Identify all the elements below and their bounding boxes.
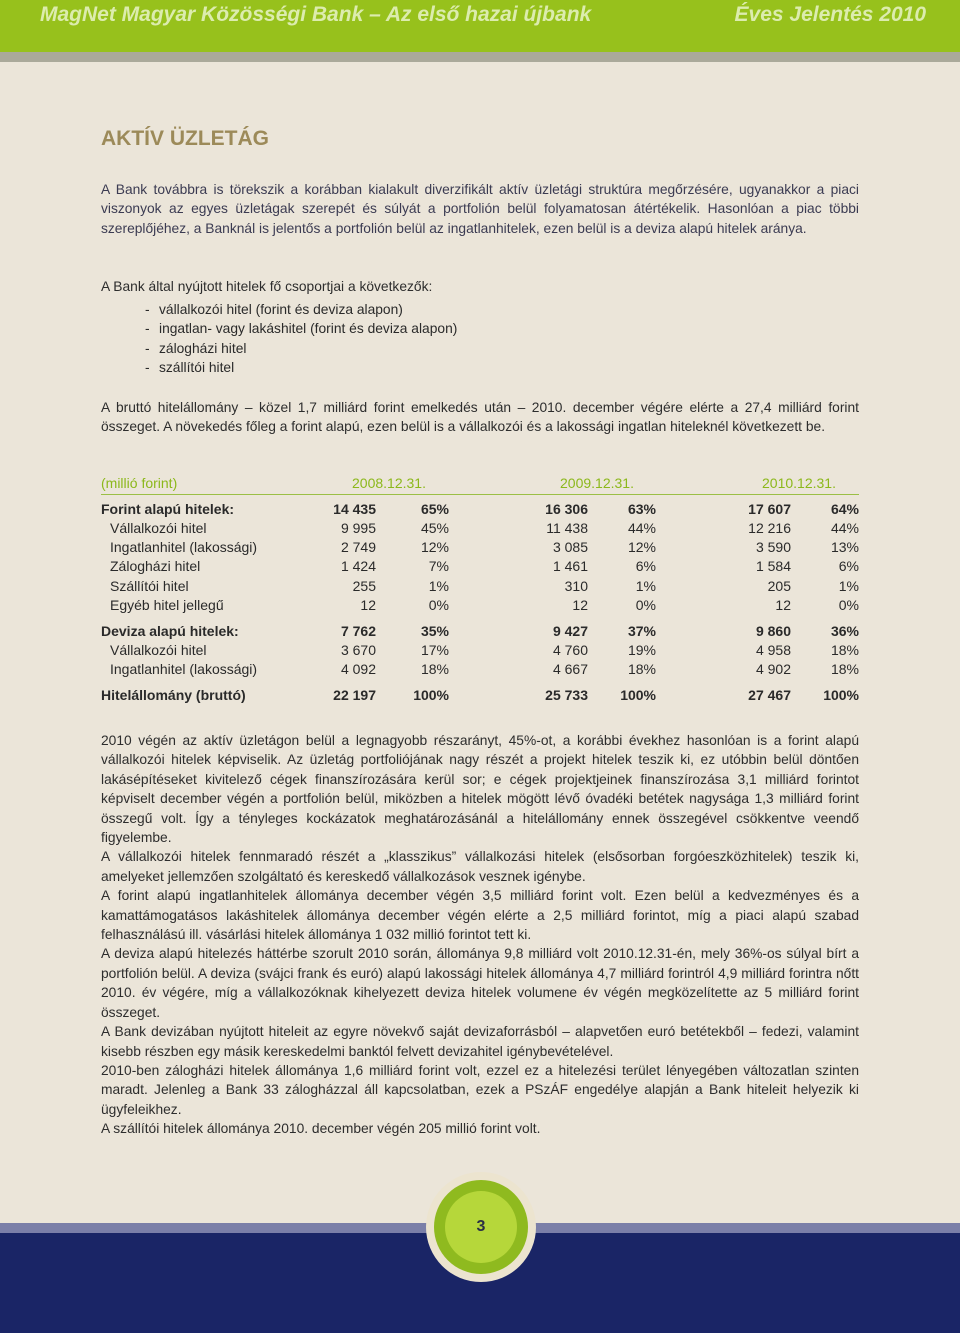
table-row: [101, 558, 859, 577]
row-label: Ingatlanhitel (lakossági): [110, 661, 258, 677]
cell-amount: 9 427: [552, 623, 588, 639]
cell-percent: 63%: [627, 501, 656, 517]
cell-amount: 25 733: [545, 687, 588, 703]
body-paragraph: 2010 végén az aktív üzletágon belül a legnagyobb részarányt, 45%-ot, a korábbi évekhez hasonlóan is a forint alapú vállalkozói hitelek képviselik. Az üzletág portfoliójának nagy részét a projekt hitelek teszik ki, ez utóbbin belül döntően lakásépítéseket kivitelező cégek finanszírozására kerül sor; e cégek projektjeinek finanszírozása 3,1 milliárd forintot képviselt december végén a portfolión belül, miközben a hitelek mögött lévő óvadéki betétek nagysága 1,3 milliárd forint összegű volt. Így a tényleges kockázatok meghatározásánál a hitelállomány ennek összegével csökkentve veendő figyelembe.: [101, 733, 859, 846]
cell-amount: 7 762: [340, 623, 376, 639]
cell-percent: 18%: [627, 661, 656, 677]
table-row: [101, 687, 859, 706]
cell-amount: 2 749: [340, 539, 376, 555]
cell-amount: 4 902: [755, 661, 791, 677]
cell-percent: 13%: [830, 539, 859, 555]
cell-amount: 22 197: [333, 687, 376, 703]
cell-percent: 0%: [428, 597, 449, 613]
cell-amount: 12: [775, 597, 791, 613]
cell-amount: 17 607: [748, 501, 791, 517]
cell-percent: 35%: [420, 623, 449, 639]
cell-percent: 6%: [635, 558, 656, 574]
row-label: Egyéb hitel jellegű: [110, 597, 224, 613]
body-paragraph: A forint alapú ingatlanhitelek állománya december végén 3,5 milliárd forint volt. Ezen belül a kedvezményes és a kamattámogatásos lakáshitelek állománya december végén elérte a 2,5 milliárd forintot, míg a piaci alapú szabad felhasználású ill. vásárlási hitelek állománya 1 032 millió forintot tett ki.: [101, 888, 859, 943]
page-number: 3: [445, 1191, 517, 1263]
cell-percent: 7%: [428, 558, 449, 574]
cell-percent: 12%: [420, 539, 449, 555]
list-item: - zálogházi hitel: [145, 340, 247, 356]
row-label: Vállalkozói hitel: [110, 520, 207, 536]
cell-percent: 45%: [420, 520, 449, 536]
cell-percent: 0%: [838, 597, 859, 613]
cell-amount: 9 860: [755, 623, 791, 639]
table-date-2010: 2010.12.31.: [762, 475, 836, 491]
row-label: Deviza alapú hitelek:: [101, 623, 239, 639]
row-label: Szállítói hitel: [110, 578, 189, 594]
cell-percent: 18%: [830, 642, 859, 658]
header-report-title: Éves Jelentés 2010: [734, 3, 926, 26]
list-item: - ingatlan- vagy lakáshitel (forint és deviza alapon): [145, 321, 458, 337]
cell-percent: 100%: [620, 687, 656, 703]
row-label: Vállalkozói hitel: [110, 642, 207, 658]
table-date-2008: 2008.12.31.: [352, 475, 426, 491]
cell-amount: 4 760: [552, 642, 588, 658]
cell-percent: 37%: [627, 623, 656, 639]
body-paragraph: A szállítói hitelek állománya 2010. december végén 205 millió forint volt.: [101, 1121, 541, 1137]
table-date-2009: 2009.12.31.: [560, 475, 634, 491]
cell-amount: 16 306: [545, 501, 588, 517]
cell-percent: 64%: [830, 501, 859, 517]
cell-percent: 65%: [420, 501, 449, 517]
groups-intro: A Bank által nyújtott hitelek fő csoportjai a következők:: [101, 279, 433, 294]
row-label: Ingatlanhitel (lakossági): [110, 539, 258, 555]
growth-paragraph: A bruttó hitelállomány – közel 1,7 milliárd forint emelkedés után – 2010. december végére elérte a 27,4 milliárd forint összeget. A növekedés főleg a forint alapú, ezen belül is a vállalkozói és a lakossági ingatlan hiteleknél következett be.: [101, 400, 859, 435]
intro-paragraph: A Bank továbbra is törekszik a korábban kialakult diverzifikált aktív üzletági struktúra megőrzésére, ugyanakkor a piaci viszonyok az egyes üzletágak szerepét és súlyát a portfolión belül folyamatosan átértékelik. Hasonlóan a piac többi szereplőjéhez, a Banknál is jelentős a portfolión belül az ingatlanhitelek, ezen belül is a deviza alapú hitelek aránya.: [101, 182, 859, 236]
cell-percent: 1%: [428, 578, 449, 594]
cell-amount: 1 584: [755, 558, 791, 574]
row-label: Forint alapú hitelek:: [101, 501, 235, 517]
cell-percent: 0%: [635, 597, 656, 613]
cell-percent: 18%: [830, 661, 859, 677]
cell-amount: 14 435: [333, 501, 376, 517]
body-paragraph: A vállalkozói hitelek fennmaradó részét a „klasszikus” vállalkozási hitelek (elsősorban forgóeszközhitelek) teszik ki, amelyeket jellemzően szolgáltató és kereskedő vállalkozások vesznek igénybe.: [101, 849, 859, 884]
cell-amount: 1 424: [340, 558, 376, 574]
cell-percent: 36%: [830, 623, 859, 639]
section-title: AKTÍV ÜZLETÁG: [101, 127, 269, 150]
table-header-rule: [101, 494, 859, 495]
cell-amount: 4 092: [340, 661, 376, 677]
table-row: [101, 597, 859, 616]
body-paragraph: A Bank devizában nyújtott hiteleit az egyre növekvő saját devizaforrásból – alapvetően euró betétekből – fedezi, valamint kisebb részben egy másik kereskedelmi banktól felvett devizahitel igénybevételével.: [101, 1024, 859, 1059]
table-row: [101, 642, 859, 661]
cell-amount: 1 461: [552, 558, 588, 574]
body-paragraph: A deviza alapú hitelezés háttérbe szorult 2010 során, állománya 9,8 milliárd volt 2010.12.31-én, mely 36%-os súlyal bírt a portfolión belül. A deviza (svájci frank és euró) alapú lakossági hitelek állománya 4,7 milliárd forintról 4,9 milliárd forintra nőtt 2010. év végére, míg a vállalkozóknak kihelyezett deviza hitelek volumene év végén megközelítette az 5 milliárd forint összeget.: [101, 946, 859, 1020]
body-text: [101, 731, 859, 1139]
table-row: [101, 501, 859, 520]
cell-amount: 3 085: [552, 539, 588, 555]
cell-amount: 4 667: [552, 661, 588, 677]
table-row: [101, 623, 859, 642]
cell-amount: 255: [352, 578, 376, 594]
cell-percent: 12%: [627, 539, 656, 555]
header-band: [0, 0, 960, 52]
list-item: - vállalkozói hitel (forint és deviza alapon): [145, 302, 403, 317]
header-shadow-band: [0, 52, 960, 62]
cell-amount: 310: [564, 578, 588, 594]
table-row: [101, 539, 859, 558]
cell-amount: 4 958: [755, 642, 791, 658]
cell-amount: 9 995: [340, 520, 376, 536]
cell-percent: 100%: [823, 687, 859, 703]
table-row: [101, 578, 859, 597]
cell-amount: 11 438: [546, 520, 588, 536]
cell-percent: 18%: [420, 661, 449, 677]
row-label: Hitelállomány (bruttó): [101, 687, 246, 703]
cell-percent: 44%: [830, 520, 859, 536]
cell-percent: 6%: [838, 558, 859, 574]
cell-amount: 27 467: [748, 687, 791, 703]
body-paragraph: 2010-ben zálogházi hitelek állománya 1,6 milliárd forint volt, ezzel ez a hitelezési terület lényegében változatlan szinten maradt. Jelenleg a Bank 33 zálogházzal áll kapcsolatban, ezek a PSzÁF engedélye alapján a Bank hiteleit helyezik ki ügyfeleikhez.: [101, 1062, 859, 1117]
loan-groups-list: [101, 300, 859, 378]
cell-amount: 12: [360, 597, 376, 613]
cell-amount: 12: [572, 597, 588, 613]
cell-amount: 205: [767, 578, 791, 594]
cell-amount: 3 590: [755, 539, 791, 555]
cell-percent: 44%: [627, 520, 656, 536]
cell-percent: 19%: [627, 642, 656, 658]
row-label: Zálogházi hitel: [110, 558, 201, 574]
table-unit: (millió forint): [101, 475, 178, 491]
header-bank-name: MagNet Magyar Közösségi Bank – Az első hazai újbank: [40, 3, 592, 26]
table-row: [101, 520, 859, 539]
cell-amount: 3 670: [340, 642, 376, 658]
cell-percent: 17%: [420, 642, 449, 658]
cell-percent: 1%: [838, 578, 859, 594]
table-row: [101, 661, 859, 680]
list-item: - szállítói hitel: [145, 360, 235, 376]
table-header: [101, 475, 859, 495]
cell-percent: 1%: [635, 578, 656, 594]
cell-amount: 12 216: [748, 520, 791, 536]
cell-percent: 100%: [413, 687, 449, 703]
